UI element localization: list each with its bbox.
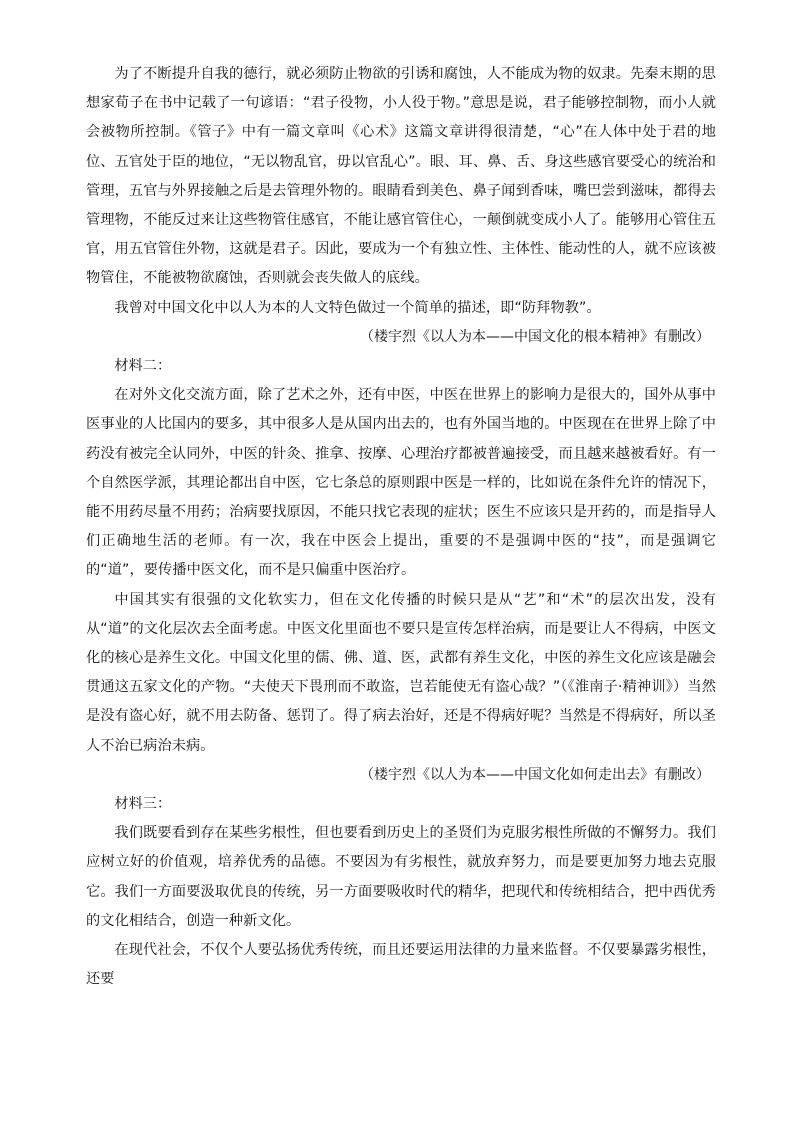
body-paragraph: 为了不断提升自我的德行，就必须防止物欲的引诱和腐蚀，人不能成为物的奴隶。先秦末期的思想家荀子在书中记载了一句谚语：“君子役物，小人役于物。”意思是说，君子能够控制物，而小人就会被物所控制。《管子》中有一篇文章叫《心术》这篇文章讲得很清楚，“心”在人体中处于君的地位、五官处于臣的地位，“无以物乱官，毋以官乱心”。眼、耳、鼻、舌、身这些感官要受心的统治和管理，五官与外界接触之后是去管理外物的。眼睛看到美色、鼻子闻到香味，嘴巴尝到滋味，都得去管理物，不能反过来让这些物管住感官，不能让感官管住心，一颠倒就变成小人了。能够用心管住五官，用五官管住外物，这就是君子。因此，要成为一个有独立性、主体性、能动性的人，就不应该被物管住，不能被物欲腐蚀，否则就会丧失做人的底线。 [86,66,716,287]
body-paragraph: 在对外文化交流方面，除了艺术之外，还有中医，中医在世界上的影响力是很大的，国外从事中医事业的人比国内的要多，其中很多人是从国内出去的，也有外国当地的。中医现在在世界上除了中药没有被完全认同外，中医的针灸、推拿、按摩、心理治疗都被普遍接受，而且越来越被看好。有一个自然医学派，其理论都出自中医，它七条总的原则跟中医是一样的，比如说在条件允许的情况下，能不用药尽量不用药；治病要找原因，不能只找它表现的症状；医生不应该只是开药的，而是指导人们正确地生活的老师。有一次，我在中医会上提出，重要的不是强调中医的“技”，而是强调它的“道”，要传播中医文化，而不是只偏重中医治疗。 [86,387,716,579]
material-heading: 材料三： [114,796,172,813]
source-citation: （楼宇烈《以人为本——中国文化的根本精神》有删改） [360,328,710,345]
body-paragraph: 中国其实有很强的文化软实力，但在文化传播的时候只是从“艺”和“术”的层次出发，没有从“道”的文化层次去全面考虑。中医文化里面也不要只是宣传怎样治病，而是要让人不得病，中医文化的核心是养生文化。中国文化里的儒、佛、道、医，武都有养生文化，中医的养生文化应该是融会贯通这五家文化的产物。“夫使天下畏刑而不敢盗，岂若能使无有盗心哉？”（《淮南子·精神训》）当然是没有盗心好，就不用去防备、惩罚了。得了病去治好，还是不得病好呢？当然是不得病好，所以圣人不治已病治未病。 [86,591,716,754]
body-paragraph: 在现代社会，不仅个人要弘扬优秀传统，而且还要运用法律的力量来监督。不仅要暴露劣根性，还要 [86,942,716,988]
source-citation: （楼宇烈《以人为本——中国文化如何走出去》有删改） [360,766,710,783]
body-paragraph: 我曾对中国文化中以人为本的人文特色做过一个简单的描述，即“防拜物教”。 [114,299,601,316]
material-heading: 材料二： [114,358,172,375]
body-paragraph: 我们既要看到存在某些劣根性，但也要看到历史上的圣贤们为克服劣根性所做的不懈努力。我们应树立好的价值观，培养优秀的品德。不要因为有劣根性，就放弃努力，而是要更加努力地去克服它。我们一方面要汲取优良的传统，另一方面要吸收时代的精华，把现代和传统相结合，把中西优秀的文化相结合，创造一种新文化。 [86,825,716,929]
